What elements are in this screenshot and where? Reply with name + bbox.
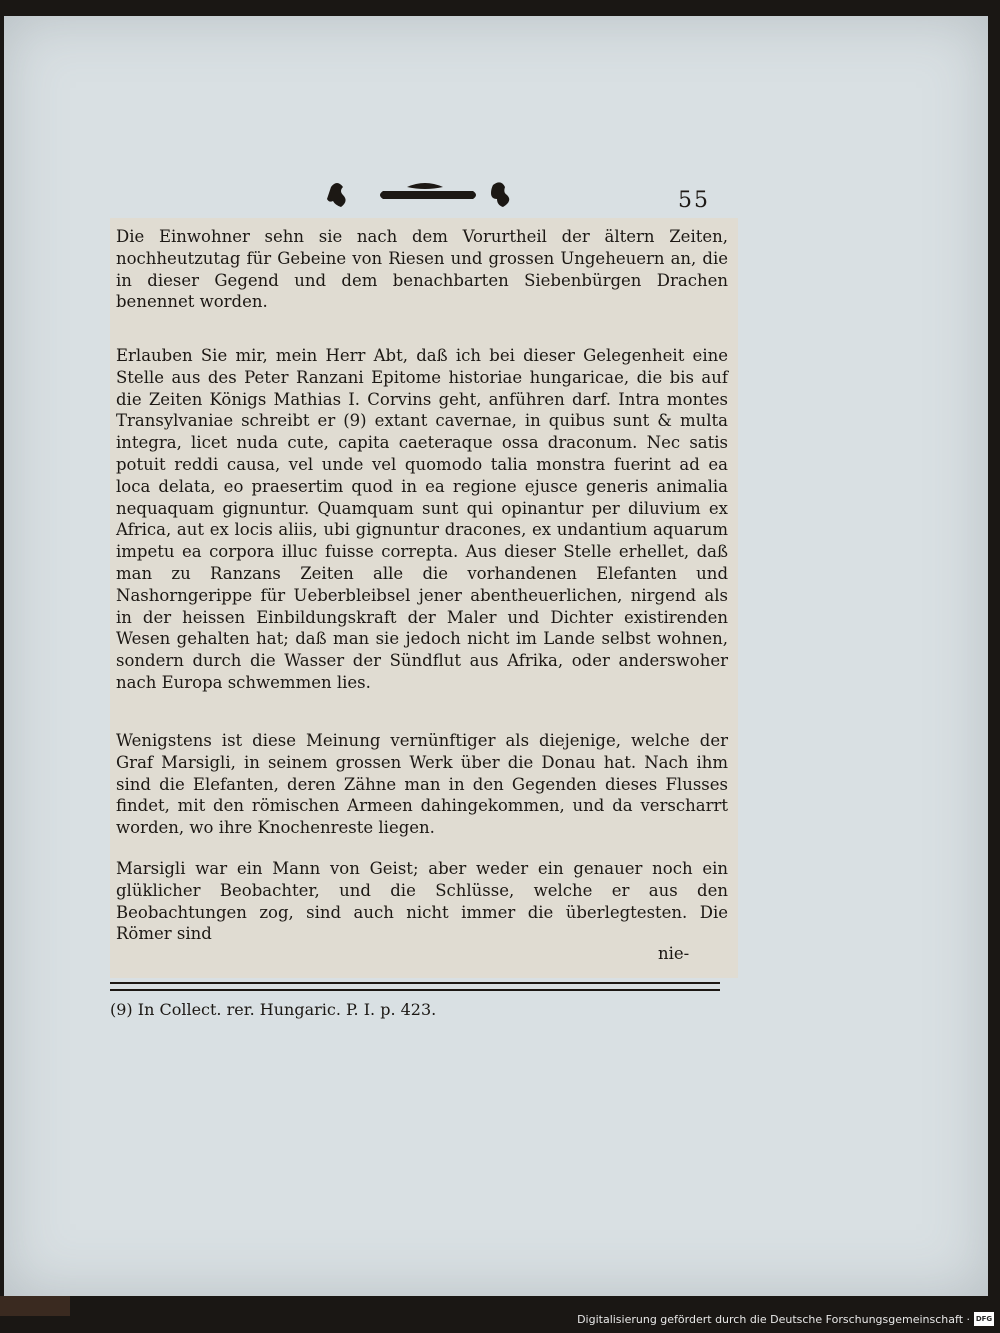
book-spine	[0, 1296, 70, 1316]
catchword: nie-	[658, 944, 690, 963]
paragraph-4: Marsigli war ein Mann von Geist; aber weder ein genauer noch ein glüklicher Beobachter, und die Schlüsse, welche er aus den Beobachtungen zog, sind auch nicht immer die überlegtesten. Die Römer sind	[116, 859, 728, 944]
dfg-logo: DFG	[974, 1312, 994, 1326]
page-number: 55	[678, 188, 710, 213]
header-ornament	[325, 177, 525, 211]
paragraph-1: Die Einwohner sehn sie nach dem Vorurtheil der ältern Zeiten, nochheutzutag für Gebeine von Riesen und grossen Ungeheuern an, die in dieser Gegend und dem benachbarten Siebenbürgen Drachen benennet worden.	[116, 227, 728, 312]
digitization-credit: Digitalisierung gefördert durch die Deutsche Forschungsgemeinschaft ·	[577, 1313, 970, 1326]
footnote-rule	[110, 982, 720, 991]
ornament-left-flower	[327, 183, 346, 207]
ornament-right-flower	[491, 182, 509, 207]
ornament-center-band	[380, 183, 476, 199]
paragraph-3: Wenigstens ist diese Meinung vernünftiger als diejenige, welche der Graf Marsigli, in seinem grossen Werk über die Donau hat. Nach ihm sind die Elefanten, deren Zähne man in den Gegenden dieses Flusses findet, mit den römischen Armeen dahingekommen, und da verscharrt worden, wo ihre Knochenreste liegen.	[116, 731, 728, 838]
paragraph-2: Erlauben Sie mir, mein Herr Abt, daß ich bei dieser Gelegenheit eine Stelle aus des Peter Ranzani Epitome historiae hungaricae, die bis auf die Zeiten Königs Mathias I. Corvins geht, anführen darf. Intra montes Transylvaniae schreibt er (9) extant cavernae, in quibus sunt & multa integra, licet nuda cute, capita caeteraque ossa draconum. Nec satis potuit reddi causa, vel unde vel quomodo talia monstra fuerint ad ea loca delata, eo praesertim quod in ea regione ejusce generis animalia nequaquam gignuntur. Quamquam sunt qui opinantur per diluvium ex Africa, aut ex locis aliis, ubi gignuntur dracones, ex undantium aquarum impetu ea corpora illuc fuisse correpta. Aus dieser Stelle erhellet, daß man zu Ranzans Zeiten alle die vorhandenen Elefanten und Nashorngerippe für Ueberbleibsel jener abentheuerlichen, nirgend als in der heissen Einbildungskraft der Maler und Dichter existirenden Wesen gehalten hat; daß man sie jedoch nicht im Lande selbst wohnen, sondern durch die Wasser der Sündflut aus Afrika, oder anderswoher nach Europa schwemmen lies.	[116, 346, 728, 692]
footnote: (9) In Collect. rer. Hungaric. P. I. p. 423.	[110, 1000, 437, 1019]
